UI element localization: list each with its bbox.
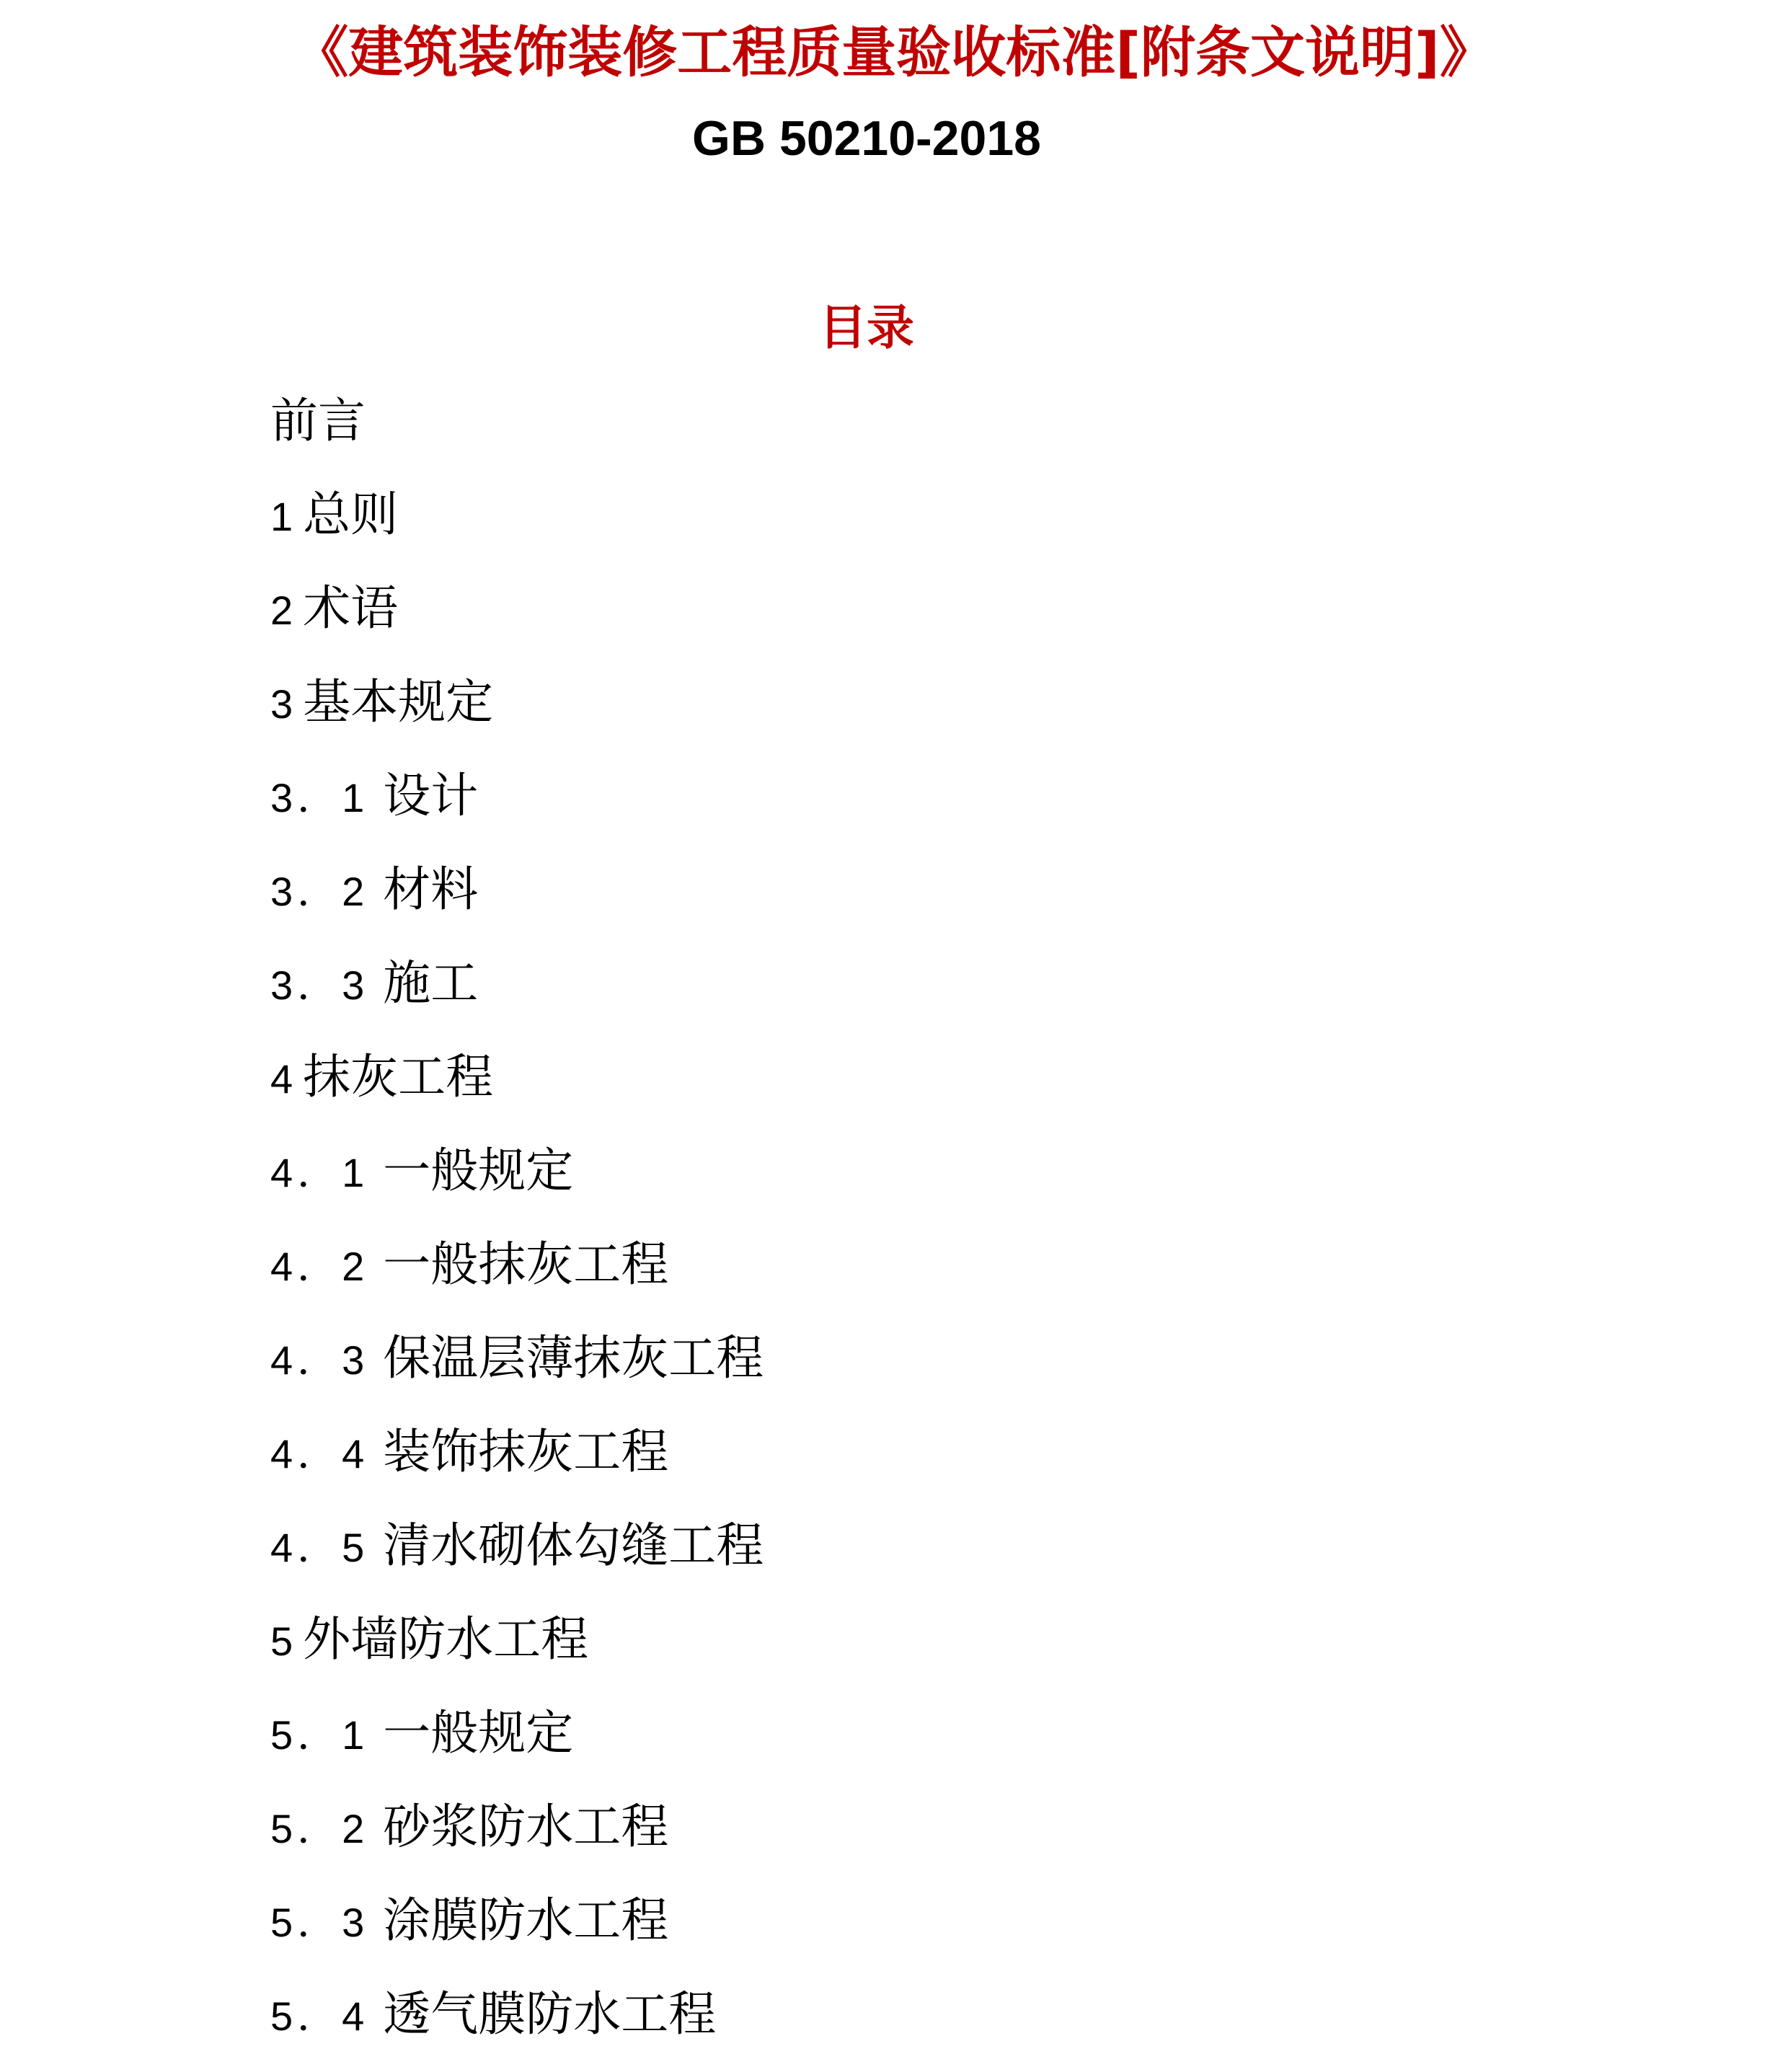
- toc-item-number: 4．2: [270, 1244, 369, 1289]
- toc-item-label: 外墙防水工程: [303, 1611, 589, 1667]
- toc-item-label: 透气膜防水工程: [383, 1986, 717, 2042]
- toc-item-5-2[interactable]: [270, 1791, 764, 1885]
- toc-heading: 目录: [819, 300, 914, 355]
- toc-item-3-2[interactable]: [270, 854, 764, 947]
- toc-item-number: 3．3: [270, 962, 369, 1008]
- toc-item-label: 材料: [383, 862, 479, 917]
- toc-item-label: 施工: [383, 955, 479, 1011]
- toc-item-label: 基本规定: [303, 674, 494, 730]
- toc-item-number: 4: [270, 1056, 293, 1102]
- toc-item-number: 5．2: [270, 1806, 369, 1851]
- toc-item-4-4[interactable]: [270, 1416, 764, 1510]
- toc-item-label: 一般规定: [383, 1705, 574, 1761]
- toc-item-preface[interactable]: [270, 385, 764, 479]
- toc-item-number: 4．1: [270, 1150, 369, 1195]
- toc-item-4-5[interactable]: [270, 1510, 764, 1603]
- toc-item-4-3[interactable]: [270, 1322, 764, 1416]
- toc-item-4-2[interactable]: [270, 1228, 764, 1322]
- toc-item-label: 设计: [383, 768, 479, 823]
- toc-item-1[interactable]: [270, 479, 764, 572]
- toc-item-5-1[interactable]: [270, 1697, 764, 1791]
- toc-item-2[interactable]: [270, 572, 764, 666]
- document-title: 《建筑装饰装修工程质量验收标准[附条文说明]》: [293, 20, 1495, 84]
- table-of-contents: [270, 385, 764, 2072]
- toc-item-label: 抹灰工程: [303, 1049, 494, 1104]
- toc-item-label: 一般抹灰工程: [383, 1236, 669, 1292]
- toc-item-5-3[interactable]: [270, 1885, 764, 1978]
- toc-item-number: 2: [270, 588, 293, 633]
- toc-item-number: 3．2: [270, 869, 369, 914]
- toc-item-number: 5．4: [270, 1993, 369, 2039]
- toc-item-label: 总则: [303, 487, 399, 542]
- toc-item-3-3[interactable]: [270, 947, 764, 1041]
- toc-item-number: 5．3: [270, 1900, 369, 1945]
- toc-item-label: 装饰抹灰工程: [383, 1424, 669, 1479]
- toc-item-5[interactable]: [270, 1603, 764, 1697]
- toc-item-4-1[interactable]: [270, 1135, 764, 1228]
- toc-item-label: 清水砌体勾缝工程: [383, 1518, 764, 1573]
- toc-item-number: 4．4: [270, 1431, 369, 1476]
- toc-item-label: 砂浆防水工程: [383, 1799, 669, 1854]
- standard-code: GB 50210-2018: [692, 111, 1041, 166]
- toc-item-label: 前言: [270, 393, 366, 448]
- toc-item-number: 3: [270, 681, 293, 727]
- toc-item-label: 术语: [303, 580, 399, 636]
- toc-item-number: 4．5: [270, 1525, 369, 1570]
- toc-item-label: 涂膜防水工程: [383, 1892, 669, 1948]
- toc-item-5-4[interactable]: [270, 1978, 764, 2072]
- toc-item-number: 5: [270, 1619, 293, 1664]
- toc-item-3[interactable]: [270, 666, 764, 760]
- toc-item-number: 3．1: [270, 775, 369, 820]
- toc-item-label: 保温层薄抹灰工程: [383, 1330, 764, 1386]
- toc-item-number: 5．1: [270, 1712, 369, 1758]
- toc-item-number: 4．3: [270, 1337, 369, 1383]
- toc-item-3-1[interactable]: [270, 760, 764, 854]
- toc-item-4[interactable]: [270, 1041, 764, 1135]
- toc-item-label: 一般规定: [383, 1143, 574, 1198]
- toc-item-number: 1: [270, 494, 293, 539]
